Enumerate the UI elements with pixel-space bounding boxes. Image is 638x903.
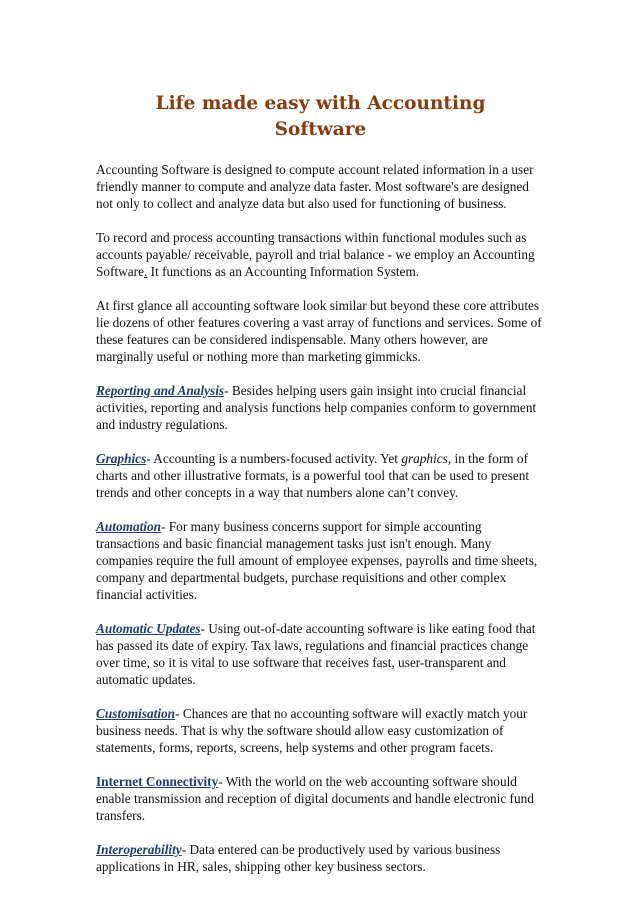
- process-text-b: It functions as an Accounting Information System.: [147, 264, 420, 279]
- process-paragraph: [96, 229, 548, 280]
- feature-interoperability: [96, 841, 548, 875]
- overview-paragraph: At first glance all accounting software look similar but beyond these core attributes lie dozens of other features covering a vast array of functions and services. Some of these features can be considered indispensable. Many others however, are marginally useful or nothing more than marketing gimmicks.: [96, 298, 542, 364]
- document-body: [96, 161, 548, 892]
- feature-text-graphics-a: - Accounting is a numbers-focused activity. Yet: [146, 451, 402, 466]
- feature-term-customisation[interactable]: Customisation: [96, 706, 176, 721]
- feature-text-graphics-italic: graphics: [401, 451, 448, 466]
- feature-term-interoperability[interactable]: Interoperability: [96, 842, 182, 857]
- feature-term-internet-connectivity[interactable]: Internet Connectivity: [96, 774, 219, 789]
- feature-text-customisation: - Chances are that no accounting software will exactly match your business needs. That is why the software should allow easy customization of statements, forms, reports, screens, help systems and other program facets.: [96, 706, 528, 755]
- title-line-1: Life made easy with Accounting: [155, 93, 486, 114]
- feature-automation: [96, 518, 548, 603]
- process-text-a: To record and process accounting transactions within functional modules such as accounts payable/ receivable, payroll and trial balance - we employ an Accounting Software: [96, 230, 535, 279]
- feature-text-internet-connectivity: - With the world on the web accounting software should enable transmission and reception of digital documents and handle electronic fund transfers.: [96, 774, 534, 823]
- feature-text-reporting: - Besides helping users gain insight into crucial financial activities, reporting and analysis functions help companies conform to government and industry regulations.: [96, 383, 537, 432]
- feature-customisation: [96, 705, 548, 756]
- page-title: [96, 91, 545, 143]
- feature-term-automation[interactable]: Automation: [96, 519, 162, 534]
- feature-graphics: [96, 450, 548, 501]
- feature-automatic-updates: [96, 620, 548, 688]
- title-line-2: Software: [274, 119, 367, 140]
- accounting-software-link[interactable]: .: [144, 264, 148, 279]
- feature-term-automatic-updates[interactable]: Automatic Updates: [96, 621, 201, 636]
- feature-text-interoperability: - Data entered can be productively used by various business applications in HR, sales, shipping other key business sectors.: [96, 842, 501, 874]
- feature-reporting: [96, 382, 548, 433]
- feature-term-reporting[interactable]: Reporting and Analysis: [96, 383, 225, 398]
- feature-term-graphics[interactable]: Graphics: [96, 451, 147, 466]
- intro-paragraph: Accounting Software is designed to compute account related information in a user friendly manner to compute and analyze data faster. Most software's are designed not only to collect and analyze data but also used for functioning of business.: [96, 162, 534, 211]
- feature-internet-connectivity: [96, 773, 548, 824]
- feature-text-automatic-updates: - Using out-of-date accounting software is like eating food that has passed its date of expiry. Tax laws, regulations and financial practices change over time, so it is vital to use software that receives fast, user-transparent and automatic updates.: [96, 621, 536, 687]
- feature-text-graphics-b: , in the form of charts and other illustrative formats, is a powerful tool that can be used to present trends and other concepts in a way that numbers alone can’t convey.: [96, 451, 530, 500]
- feature-text-automation: - For many business concerns support for simple accounting transactions and basic financial management tasks just isn't enough. Many companies require the full amount of employee expenses, payrolls and time sheets, company and departmental budgets, purchase requisitions and other complex financial activities.: [96, 519, 538, 602]
